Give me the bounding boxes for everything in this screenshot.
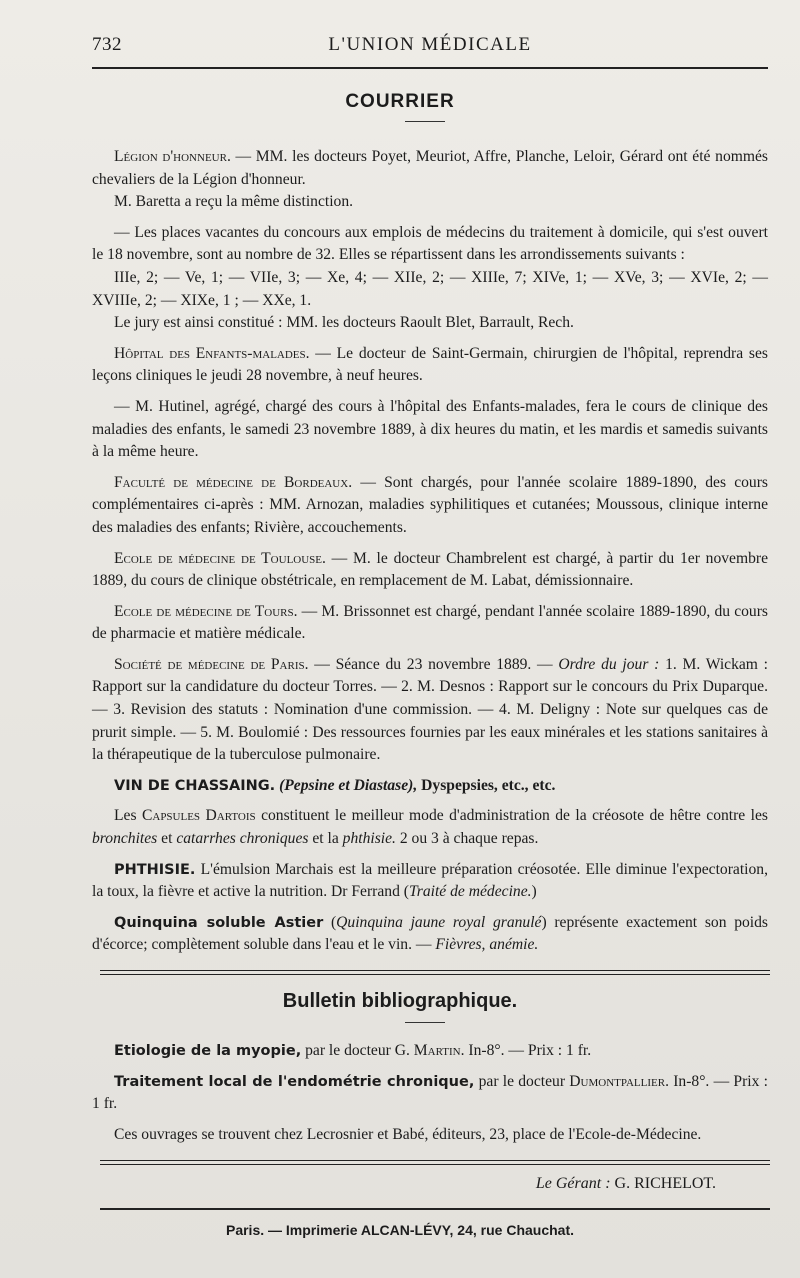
- ad-capsules-dartois: Les Capsules Dartois constituent le meilleur mode d'administration de la créosote de hêtre contre les bronchites et catarrhes chroniques et la phthisie. 2 ou 3 à chaque repas.: [92, 807, 768, 848]
- ad-phthisie: PHTHISIE. L'émulsion Marchais est la meilleure préparation créosotée. Elle diminue l'expectoration, la toux, la fièvre et active la nutrition. Dr Ferrand (Traité de médecine.): [92, 860, 768, 901]
- gerant-signature: Le Gérant : G. RICHELOT.: [535, 1175, 716, 1192]
- news-arrondissements: IIIe, 2; — Ve, 1; — VIIe, 3; — Xe, 4; — XIIe, 2; — XIIIe, 7; XIVe, 1; — XVe, 3; — XVIe, 2; — XVIIIe, 2; — XIXe, 1 ; — XXe, 1.: [92, 268, 768, 309]
- news-hopital-enfants: Hôpital des Enfants-malades. — Le docteur de Saint-Germain, chirurgien de l'hôpital, reprendra ses leçons cliniques le jeudi 28 novembre, à neuf heures.: [92, 344, 768, 385]
- courrier-body: [92, 146, 768, 957]
- courrier-heading: COURRIER: [345, 91, 455, 112]
- biblio-editeurs: Ces ouvrages se trouvent chez Lecrosnier et Babé, éditeurs, 23, place de l'Ecole-de-Médecine.: [114, 1125, 702, 1143]
- bulletin-heading: Bulletin bibliographique.: [282, 990, 518, 1012]
- news-tours: Ecole de médecine de Tours. — M. Brissonnet est chargé, pendant l'année scolaire 1889-1890, du cours de pharmacie et matière médicale.: [92, 602, 768, 643]
- running-head: [92, 30, 768, 60]
- ad-quinquina: Quinquina soluble Astier (Quinquina jaune royal granulé) représente exactement son poids d'écorce; complètement soluble dans l'eau et le vin. — Fièvres, anémie.: [92, 913, 768, 954]
- journal-title: L'UNION MÉDICALE: [328, 34, 532, 55]
- biblio-endometrie: Traitement local de l'endométrie chronique, par le docteur Dumontpallier. In-8°. — Prix : 1 fr.: [92, 1072, 768, 1113]
- ad-vin-chassaing: VIN DE CHASSAING. (Pepsine et Diastase), Dyspepsies, etc., etc.: [114, 776, 556, 794]
- news-places-vacantes: — Les places vacantes du concours aux emplois de médecins du traitement à domicile, qui s'est ouvert le 18 novembre, sont au nombre de 32. Elles se répartissent dans les arrondissements suivants :: [92, 223, 768, 264]
- heading-underline: [405, 121, 445, 122]
- news-legion-honneur: Légion d'honneur. — MM. les docteurs Poyet, Meuriot, Affre, Planche, Leloir, Gérard ont été nommés chevaliers de la Légion d'honneur.: [92, 148, 768, 188]
- news-hutinel: — M. Hutinel, agrégé, chargé des cours à l'hôpital des Enfants-malades, fera le cours de clinique des maladies des enfants, le samedi 23 novembre 1889, à dix heures du matin, et les mardis et samedis suivants à la même heure.: [92, 397, 768, 461]
- news-jury: Le jury est ainsi constitué : MM. les docteurs Raoult Blet, Barrault, Rech.: [114, 314, 574, 332]
- bulletin-underline: [405, 1022, 445, 1023]
- bulletin-body: [92, 1040, 768, 1146]
- bulletin-top-rule: [100, 970, 770, 975]
- news-bordeaux: Faculté de médecine de Bordeaux. — Sont chargés, pour l'année scolaire 1889-1890, des cours complémentaires ci-après : MM. Arnozan, maladies syphilitiques et cutanées; Moussous, clinique interne des maladies des enfants; Rivière, accouchements.: [92, 473, 768, 536]
- news-societe-paris: Société de médecine de Paris. — Séance du 23 novembre 1889. — Ordre du jour : 1. M. Wickam : Rapport sur la candidature du docteur Torres. — 2. M. Desnos : Rapport sur le concours du Prix Duparque. — 3. Revision des statuts : Nomination d'une commission. — 4. M. Deligny : Note sur quelques cas de prurit simple. — 5. M. Boulomié : Des ressources fournies par les eaux minérales et les stations sanitaires à la thérapeutique de la tuberculose pulmonaire.: [92, 655, 768, 764]
- biblio-myopie: Etiologie de la myopie, par le docteur G. Martin. In-8°. — Prix : 1 fr.: [114, 1042, 592, 1059]
- news-toulouse: Ecole de médecine de Toulouse. — M. le docteur Chambrelent est chargé, à partir du 1er novembre 1889, du cours de clinique obstétricale, en remplacement de M. Labat, démissionnaire.: [92, 549, 768, 590]
- page-number: 732: [92, 34, 122, 55]
- header-rule: [92, 67, 768, 69]
- bulletin-bottom-rule: [100, 1160, 770, 1165]
- news-baretta: M. Baretta a reçu la même distinction.: [114, 193, 354, 211]
- imprint-line: Paris. — Imprimerie ALCAN-LÉVY, 24, rue Chauchat.: [225, 1222, 575, 1238]
- footer-rule: [100, 1208, 770, 1210]
